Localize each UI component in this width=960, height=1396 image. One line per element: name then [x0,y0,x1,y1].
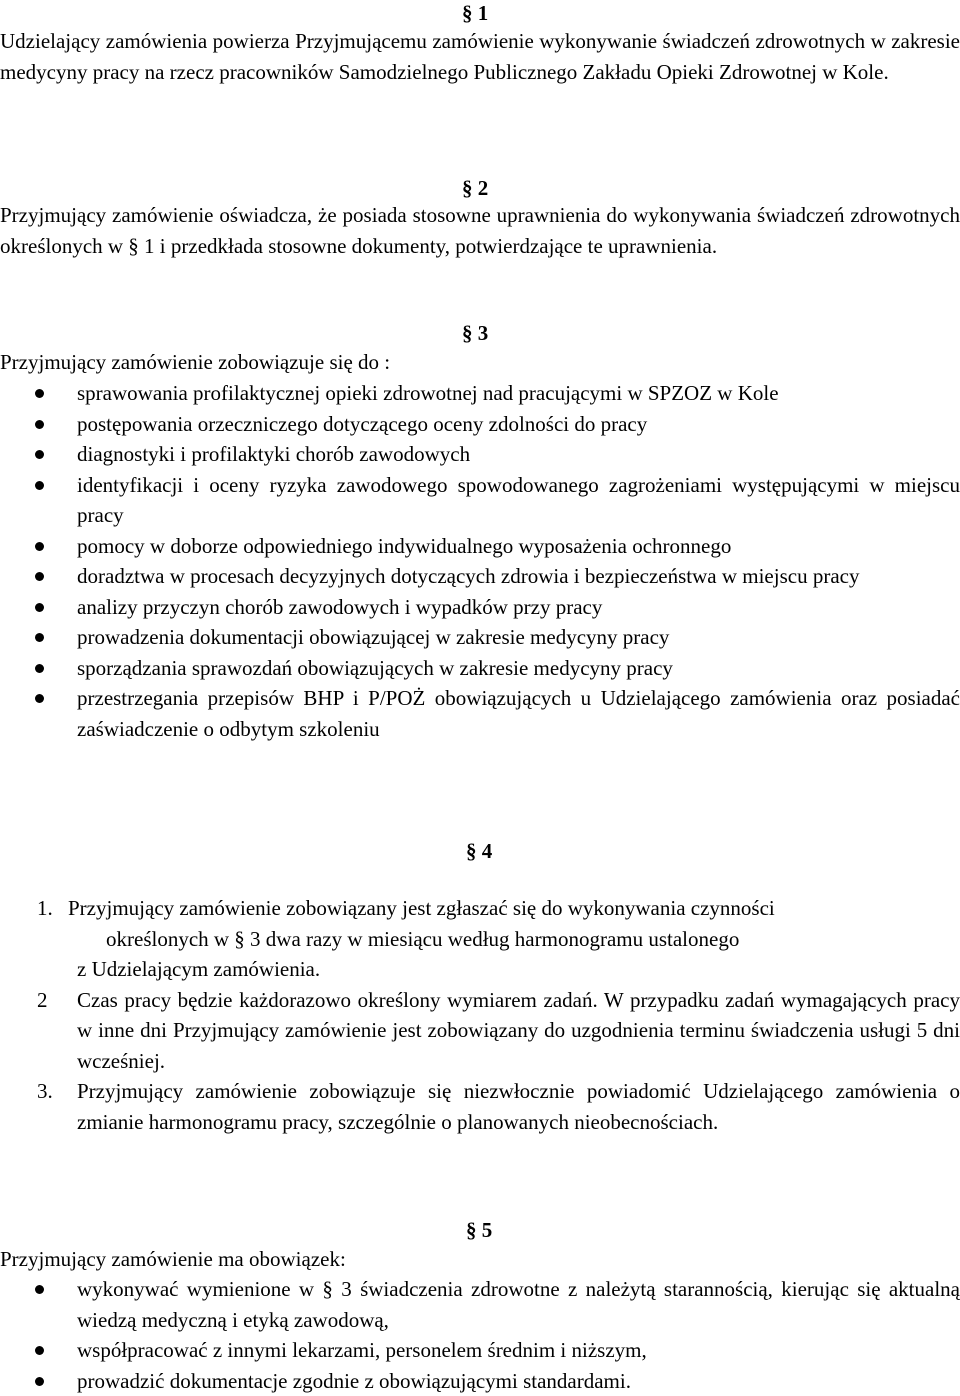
section-number: 5 [482,1218,493,1242]
list-item [0,561,960,592]
item-number: 1. [37,893,53,924]
bullet-icon [35,603,44,612]
section-2-text: Przyjmujący zamówienie oświadcza, że posiada stosowne uprawnienia do wykonywania świadczeń zdrowotnych określonych w § 1 i przedkłada stosowne dokumenty, potwierdzające te uprawnienia. [0,200,960,261]
section-3-intro: Przyjmujący zamówienie zobowiązuje się do : [0,347,960,378]
list-item-text: sprawowania profilaktycznej opieki zdrowotnej nad pracującymi w SPZOZ w Kole [77,381,779,405]
section-5-list [0,1274,960,1396]
item-text-line3: z Udzielającym zamówienia. [68,954,960,985]
list-item [0,409,960,440]
numbered-item [0,893,960,985]
list-item-text: współpracować z innymi lekarzami, personelem średnim i niższym, [77,1338,647,1362]
item-number: 3. [37,1076,53,1107]
section-sign: § [462,1,473,25]
list-item-text: identyfikacji i oceny ryzyka zawodowego spowodowanego zagrożeniami występującymi w miejscu pracy [77,473,960,528]
bullet-icon [35,1285,44,1294]
section-number: 1 [478,1,489,25]
item-text: Przyjmujący zamówienie zobowiązuje się niezwłocznie powiadomić Udzielającego zamówienia o zmianie harmonogramu pracy, szczególnie o planowanych nieobecnościach. [77,1079,960,1134]
section-4-heading [466,838,492,864]
list-item-text: postępowania orzeczniczego dotyczącego oceny zdolności do pracy [77,412,647,436]
list-item-text: wykonywać wymienione w § 3 świadczenia zdrowotne z należytą starannością, kierując się aktualną wiedzą medyczną i etyką zawodową, [77,1277,960,1332]
bullet-icon [35,1377,44,1386]
section-sign: § [462,321,473,345]
section-sign: § [466,839,477,863]
bullet-icon [35,1346,44,1355]
list-item-text: prowadzenia dokumentacji obowiązującej w zakresie medycyny pracy [77,625,669,649]
numbered-item [0,1076,960,1137]
list-item [0,378,960,409]
item-text-line1: Przyjmujący zamówienie zobowiązany jest zgłaszać się do wykonywania czynności [68,893,960,924]
bullet-icon [35,389,44,398]
section-3-list [0,378,960,744]
bullet-icon [35,633,44,642]
section-number: 3 [478,321,489,345]
section-3-heading [462,320,488,346]
numbered-item [0,985,960,1077]
section-4-list [0,893,960,1137]
section-5-intro: Przyjmujący zamówienie ma obowiązek: [0,1244,960,1275]
section-1-heading [462,0,488,26]
list-item [0,653,960,684]
item-text: Czas pracy będzie każdorazowo określony wymiarem zadań. W przypadku zadań wymagających pracy w inne dni Przyjmujący zamówienie jest zobowiązany do uzgodnienia terminu świadczenia usługi 5 dni wcześniej. [77,988,960,1073]
list-item [0,439,960,470]
list-item [0,592,960,623]
list-item-text: sporządzania sprawozdań obowiązujących w zakresie medycyny pracy [77,656,673,680]
bullet-icon [35,420,44,429]
item-number: 2 [37,985,48,1016]
bullet-icon [35,664,44,673]
list-item-text: przestrzegania przepisów BHP i P/POŻ obowiązujących u Udzielającego zamówienia oraz posiadać zaświadczenie o odbytym szkoleniu [77,686,960,741]
list-item [0,1274,960,1335]
bullet-icon [35,542,44,551]
list-item [0,531,960,562]
list-item [0,1335,960,1366]
list-item-text: pomocy w doborze odpowiedniego indywidualnego wyposażenia ochronnego [77,534,731,558]
section-number: 2 [478,176,489,200]
list-item [0,622,960,653]
list-item-text: analizy przyczyn chorób zawodowych i wypadków przy pracy [77,595,602,619]
bullet-icon [35,450,44,459]
bullet-icon [35,572,44,581]
list-item-text: prowadzić dokumentacje zgodnie z obowiązującymi standardami. [77,1369,631,1393]
item-text-line2: określonych w § 3 dwa razy w miesiącu według harmonogramu ustalonego [68,924,960,955]
list-item-text: diagnostyki i profilaktyki chorób zawodowych [77,442,470,466]
list-item [0,683,960,744]
section-number: 4 [482,839,493,863]
section-sign: § [466,1218,477,1242]
bullet-icon [35,694,44,703]
list-item [0,470,960,531]
list-item [0,1366,960,1396]
list-item-text: doradztwa w procesach decyzyjnych dotyczących zdrowia i bezpieczeństwa w miejscu pracy [77,564,859,588]
section-sign: § [462,176,473,200]
bullet-icon [35,481,44,490]
section-5-heading [466,1217,492,1243]
section-1-text: Udzielający zamówienia powierza Przyjmującemu zamówienie wykonywanie świadczeń zdrowotnych w zakresie medycyny pracy na rzecz pracowników Samodzielnego Publicznego Zakładu Opieki Zdrowotnej w Kole. [0,26,960,87]
section-2-heading [462,175,488,201]
